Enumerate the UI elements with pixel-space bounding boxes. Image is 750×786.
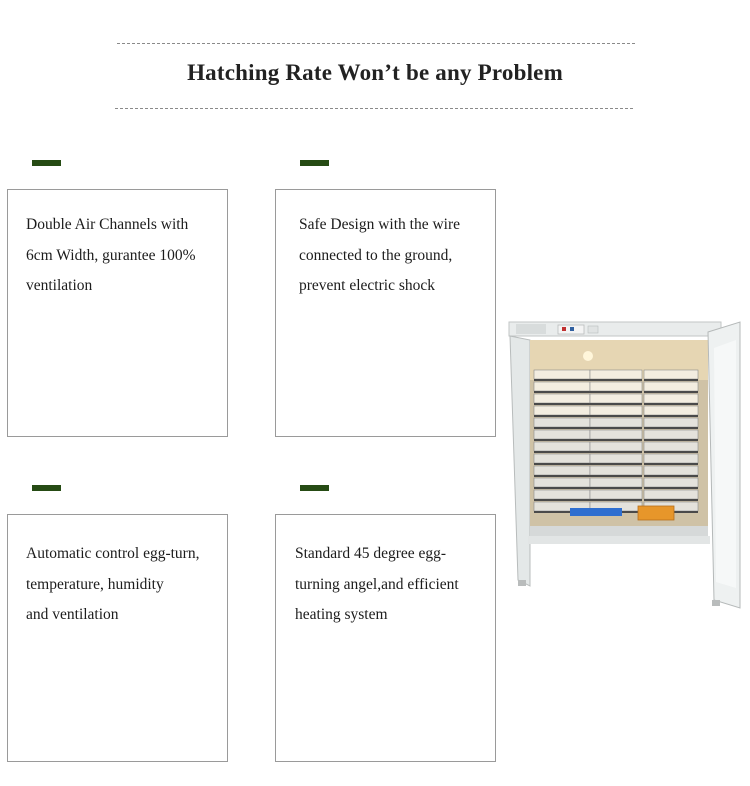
feature-marker-2 bbox=[300, 160, 329, 166]
bottom-dashed-divider bbox=[115, 108, 633, 109]
feature-marker-4 bbox=[300, 485, 329, 491]
feature-text-4 bbox=[295, 539, 487, 631]
feature-line: prevent electric shock bbox=[299, 277, 435, 294]
feature-text-2 bbox=[299, 210, 487, 302]
feature-marker-3 bbox=[32, 485, 61, 491]
feature-line: and ventilation bbox=[26, 606, 119, 623]
feature-line: Double Air Channels with bbox=[26, 216, 189, 233]
feature-card-3 bbox=[7, 514, 228, 762]
incubator-image bbox=[500, 318, 750, 758]
feature-line: connected to the ground, bbox=[299, 246, 453, 264]
feature-line: ventilation bbox=[26, 277, 93, 294]
feature-text-3 bbox=[26, 539, 219, 631]
top-dashed-divider bbox=[117, 43, 635, 44]
feature-line: turning angel,and efficient bbox=[295, 575, 459, 593]
feature-card-1 bbox=[7, 189, 228, 437]
feature-card-2 bbox=[275, 189, 496, 437]
feature-line: Safe Design with the wire bbox=[299, 216, 460, 233]
page-title: Hatching Rate Won’t be any Problem bbox=[187, 60, 563, 85]
feature-card-4 bbox=[275, 514, 496, 762]
feature-line: heating system bbox=[295, 606, 388, 623]
feature-marker-1 bbox=[32, 160, 61, 166]
feature-line: Automatic control egg-turn, bbox=[26, 545, 200, 562]
feature-text-1 bbox=[26, 210, 219, 302]
feature-line: Standard 45 degree egg- bbox=[295, 545, 447, 562]
feature-line: temperature, humidity bbox=[26, 575, 164, 593]
feature-line: 6cm Width, gurantee 100% bbox=[26, 246, 196, 264]
